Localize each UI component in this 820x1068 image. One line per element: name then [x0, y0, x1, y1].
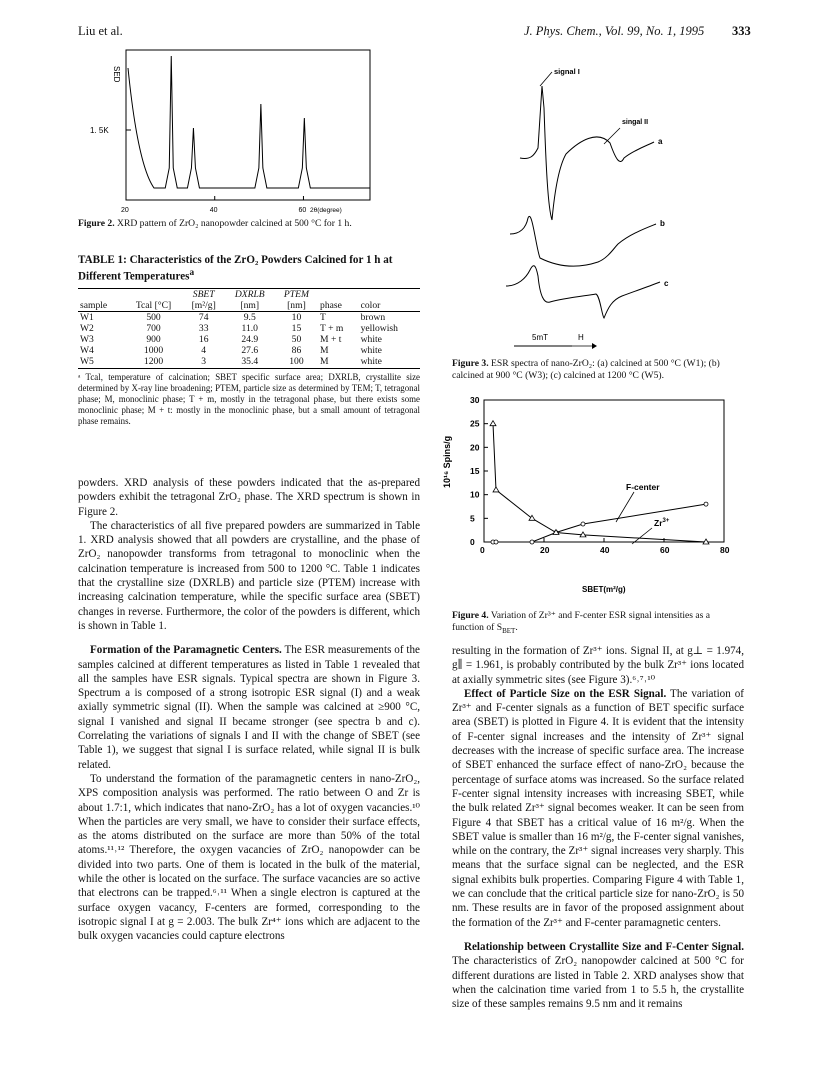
y-tick-label: 15 — [470, 466, 480, 476]
table-row — [78, 345, 420, 356]
signal-1-label: signal I — [554, 67, 580, 76]
table-1-title-text: Characteristics of the ZrO₂ Powders Calcined for 1 h at Different Temperatures — [78, 254, 393, 283]
right-column-text — [452, 644, 744, 1011]
table-cell: 33 — [198, 322, 209, 334]
table-cell: 10 — [291, 311, 302, 323]
paragraph — [452, 940, 744, 1011]
paragraph-text: The characteristics of ZrO₂ nanopowder calcined at 500 °C for different durations are listed in Table 2. XRD analyses show that when the calcination time varied from 1 to 5.5 h, the crystallite size of these samples remains 9.5 nm and it remains — [452, 955, 744, 1011]
table-cell: 35.4 — [241, 355, 259, 367]
spectrum-a-line — [520, 86, 654, 220]
table-cell: 700 — [146, 322, 161, 334]
x-axis-label: 2θ(degree) — [310, 207, 342, 214]
table-row — [78, 311, 420, 323]
figure-2-label: Figure 2. — [78, 218, 115, 229]
data-point — [494, 540, 498, 544]
table-cell: 3 — [201, 355, 207, 367]
table-cell: 500 — [146, 311, 161, 323]
x-axis-label: SBET(m²/g) — [582, 585, 626, 594]
table-1 — [78, 254, 420, 427]
table-row — [78, 334, 420, 345]
scale-bar-label: 5mT — [532, 333, 548, 342]
figure-2-caption-text: XRD pattern of ZrO₂ nanopowder calcined at 500 °C for 1 h. — [117, 218, 352, 229]
y-tick-label: 5 — [470, 513, 475, 524]
section-heading: Formation of the Paramagnetic Centers. — [90, 644, 282, 657]
data-point — [490, 421, 496, 426]
data-point — [530, 540, 534, 544]
f-center-label: F-center — [626, 482, 660, 492]
table-header-row-top — [78, 289, 420, 300]
table-cell: 100 — [289, 355, 304, 367]
table-1-label: TABLE 1: — [78, 254, 127, 266]
series-line-zr3plus — [493, 424, 706, 542]
table-cell: white — [360, 344, 382, 356]
paragraph — [452, 687, 744, 930]
header-color: color — [360, 299, 381, 311]
spectrum-c-line — [506, 266, 660, 318]
x-tick-label: 60 — [298, 207, 307, 214]
y-tick-label: 10 — [470, 489, 480, 500]
table-cell: white — [360, 355, 382, 367]
paragraph — [78, 643, 420, 772]
table-cell: W4 — [80, 344, 94, 356]
table-row — [78, 356, 420, 367]
x-tick-label: 20 — [540, 545, 550, 555]
table-cell: 86 — [291, 344, 302, 356]
zr-label: $Zr^{3+}$ — [654, 518, 670, 528]
table-cell: 4 — [201, 344, 207, 356]
y-axis-label: SED — [112, 66, 121, 83]
spectrum-b-label: b — [660, 219, 665, 228]
table-1-grid — [78, 289, 420, 367]
table-cell: T + m — [320, 322, 344, 334]
header-sbet-unit: [m²/g] — [191, 299, 216, 311]
y-axis-label: 10¹⁶ Spins/g — [442, 435, 452, 488]
data-point — [704, 502, 708, 506]
table-cell: 1000 — [143, 344, 164, 356]
data-point — [493, 487, 499, 492]
table-cell: 900 — [146, 333, 161, 345]
header-dxrlb: DXRLB — [234, 288, 265, 300]
y-tick-label: 1. 5K — [90, 126, 109, 135]
x-tick-label: 40 — [600, 545, 610, 555]
table-1-title-sup: a — [189, 268, 195, 278]
table-cell: brown — [360, 311, 386, 323]
header-ptem-unit: [nm] — [287, 299, 306, 311]
table-header-row — [78, 300, 420, 312]
paragraph: To understand the formation of the paramagnetic centers in nano-ZrO₂, XPS composition analysis was performed. The ratio between O and Zr is about 1.7:1, which indicates that nano-ZrO₂ has a lot of oxygen vacancies.¹⁰ When the particles are very small, we have to consider their surface effects, as the atoms distributed on the surface are more than 50% of the total atoms.¹¹˒¹² Therefore, the oxygen vacancies of ZrO₂ nanopowder can be divided into two parts. One of them is located in the bulk of the material, while the other is located on the surface. The surface vacancies are so active that electrons can be trapped.⁶˒¹¹ When a single electron is captured at the surface oxygen vacancy, F-centers are formed, corresponding to the isotropic signal I at g = 2.003. The bulk Zr⁴⁺ ions which are adjacent to the bulk oxygen vacancies could capture electrons — [78, 772, 420, 943]
table-cell: white — [360, 333, 382, 345]
left-column-text — [78, 476, 420, 944]
page-number: 333 — [732, 24, 751, 38]
table-cell: M — [320, 355, 329, 367]
figure-3-label: Figure 3. — [452, 358, 489, 369]
table-cell: 74 — [198, 311, 209, 323]
figure-4-label: Figure 4. — [452, 610, 489, 621]
spectrum-c-label: c — [664, 279, 669, 288]
section-heading: Relationship between Crystallite Size and F-Center Signal. — [464, 940, 744, 953]
y-tick-label: 20 — [470, 442, 480, 453]
header-phase: phase — [320, 299, 342, 311]
table-cell: 15 — [291, 322, 302, 334]
table-cell: 1200 — [143, 355, 164, 367]
figure-4-caption-end: . — [515, 622, 518, 633]
header-ptem: PTEM — [283, 288, 309, 300]
table-cell: W3 — [80, 333, 94, 345]
table-cell: yellowish — [360, 322, 398, 334]
table-cell: 27.6 — [241, 344, 259, 356]
table-cell: 11.0 — [241, 322, 258, 334]
table-cell: 50 — [291, 333, 302, 345]
paragraph: resulting in the formation of Zr³⁺ ions. Signal II, at g⊥ = 1.974, g∥ = 1.961, is probably contributed by the bulk Zr³⁺ ions located at axially symmetric sites (see Figure 3).⁶˒⁷˒¹⁰ — [452, 645, 744, 686]
x-tick-label: 40 — [209, 207, 218, 214]
figure-4-caption-text: Variation of Zr³⁺ and F-center ESR signal intensities as a function of S — [452, 610, 711, 633]
header-dxrlb-unit: [nm] — [240, 299, 260, 311]
header-sbet: SBET — [192, 288, 215, 300]
table-cell: T — [320, 311, 326, 323]
figure-2-xrd-chart — [86, 48, 416, 220]
data-point — [581, 522, 585, 526]
figure-3-esr-spectra — [500, 48, 700, 278]
figure-3-caption-text: ESR spectra of nano-ZrO₂: (a) calcined at 500 °C (W1); (b) calcined at 900 °C (W3); (c) calcined at 1200 °C (W5). — [452, 358, 720, 381]
field-label: H — [578, 333, 584, 342]
y-tick-label: 30 — [470, 395, 480, 405]
paragraph-text: The variation of Zr³⁺ and F-center signals as a function of BET specific surface area (SBET) is plotted in Figure 4. It is evident that the intensity of F-center signal increases and the intensity of Zr³⁺ signal decreases with the increase of specific surface area. The increase of SBET enhanced the surface effect of nano-ZrO₂ because the percentage of surface atoms was increased. So the surface related F-center signal intensity increases with increasing SBET, while the bulk related Zr³⁺ signal becomes weaker. It can be seen from Figure 4 that SBET has a critical value of 16 m²/g. When the SBET value is smaller than 16 m²/g, the F-center signal vanishes, while on the contrary, the Zr³⁺ signal increases very sharply. This means that the surface signal can be neglected, and the ESR signal exhibits bulk properties. Comparing Figure 4 with Table 1, we can conclude that the critical particle size for nano-ZrO₂ is 50 nm. These results are in favor of the proposed assignment about the formation of the Zr³⁺ and F-center paramagnetic centers. — [452, 687, 745, 929]
table-cell: W2 — [80, 322, 94, 334]
table-cell: W1 — [80, 311, 94, 323]
header-tcal: Tcal [°C] — [135, 299, 172, 311]
plot-frame — [126, 50, 370, 200]
table-1-title — [78, 254, 420, 284]
figure-4-caption-sub: BET — [502, 626, 516, 635]
x-tick-label: 80 — [720, 545, 730, 555]
y-tick-label: 25 — [470, 418, 480, 429]
paragraph-text: The ESR measurements of the samples calcined at different temperatures as listed in Table 1 revealed that all the samples have ESR signals. Typical spectra are shown in Figure 3. Spectrum a is composed of a strong isotropic ESR signal (I) and a weak axially symmetric signal (II). When the sample was calcined at ≥900 °C, signal I vanished and signal II became stronger (see spectra b and c). Correlating the variations of signals I and II with the change of SBET (see Table 1), we suggest that signal I is surface related, while signal II is bulk related. — [78, 644, 420, 771]
figure-4-caption — [452, 610, 744, 637]
table-row — [78, 323, 420, 334]
section-heading: Effect of Particle Size on the ESR Signal. — [464, 687, 667, 700]
table-cell: M — [320, 344, 329, 356]
paragraph: powders. XRD analysis of these powders indicated that the as-prepared powders exhibit the tetragonal ZrO₂ phase. The XRD spectrum is shown in Figure 2. — [78, 477, 420, 518]
table-cell: 24.9 — [241, 333, 259, 345]
header-sample: sample — [80, 299, 108, 311]
spectrum-a-label: a — [658, 137, 663, 146]
journal-header: J. Phys. Chem., Vol. 99, No. 1, 1995 — [524, 24, 705, 38]
signal-2-label: singal II — [622, 119, 649, 126]
table-cell: 16 — [198, 333, 209, 345]
xrd-pattern-line — [128, 56, 370, 188]
table-cell: 9.5 — [243, 311, 256, 323]
x-tick-label: 20 — [121, 207, 129, 214]
paragraph: The characteristics of all five prepared powders are summarized in Table 1. XRD analysis showed that all powders are crystalline, and the phase of ZrO₂ nanopowder transforms from tetragonal to monoclinic when the calcination temperature is increased from 500 to 1200 °C. Table 1 indicates that the crystalline size (DXRLB) and particle size (PTEM) increase with increasing calcination temperature, while the specific surface area (SBET) changes in reverse. Furthermore, the color of the powders is different, which is shown in Table 1. — [78, 519, 420, 632]
figure-3-caption — [452, 358, 744, 382]
table-cell: W5 — [80, 355, 94, 367]
table-cell: M + t — [320, 333, 342, 345]
figure-2-caption — [78, 218, 418, 230]
x-tick-label: 60 — [660, 545, 670, 555]
x-tick-label: 0 — [480, 545, 485, 555]
table-1-footnote: ᵃ Tcal, temperature of calcination; SBET specific surface area; DXRLB, crystallite size determined by X-ray line broadening; PTEM, particle size as determined by TEM; T, tetragonal phase; M, monoclinic phase; T + m, mostly in the tetragonal phase, but there exists some monoclinic phase; M + t: mostly in the monoclinic phase, but a small amount of tetragonal phase remains. — [78, 371, 420, 426]
figure-4-chart — [442, 392, 748, 604]
author-header: Liu et al. — [78, 24, 123, 38]
y-tick-label: 0 — [470, 537, 475, 547]
